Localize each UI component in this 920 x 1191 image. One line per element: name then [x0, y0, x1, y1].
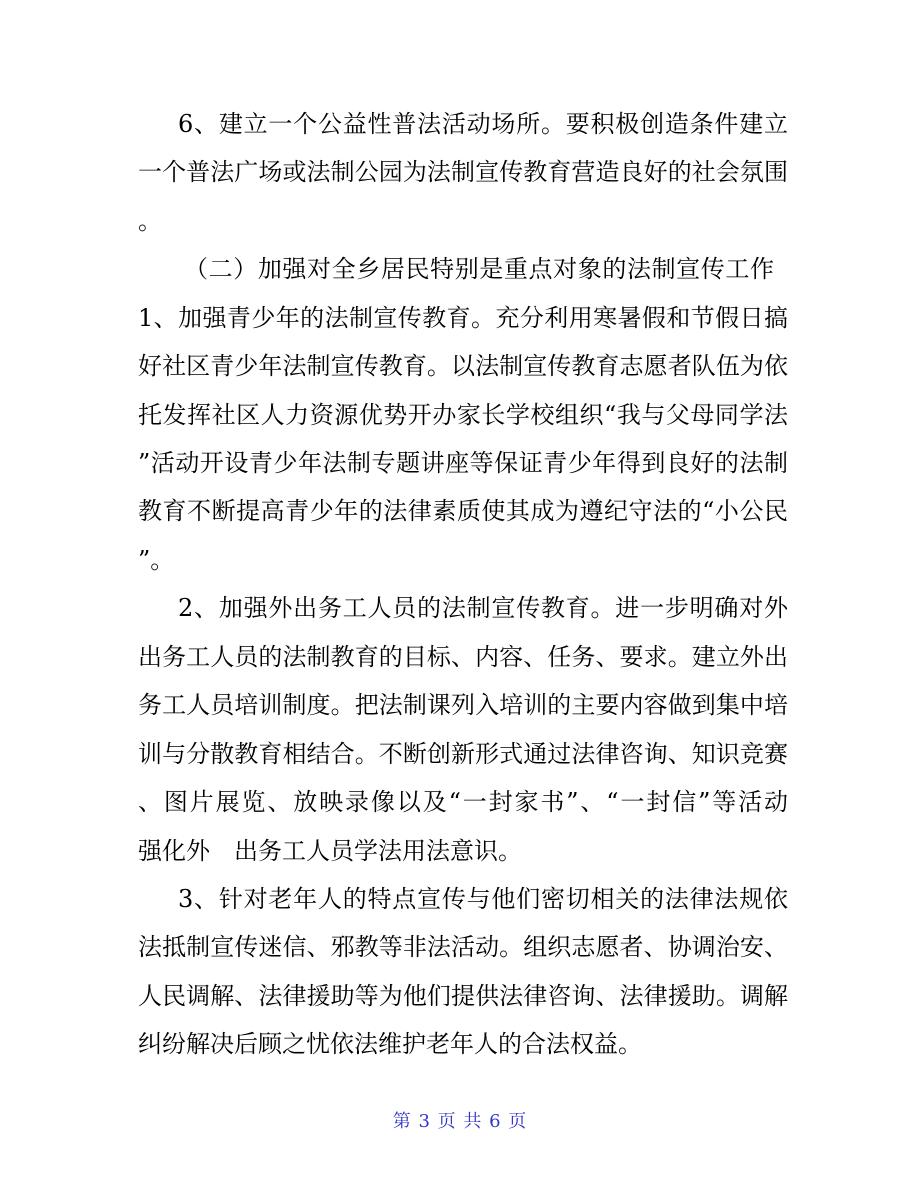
paragraph-1-line-5: 教育不断提高青少年的法律素质使其成为遵纪守法的“小公民 — [138, 497, 788, 525]
page-number-footer: 第 3 页 共 6 页 — [392, 1111, 528, 1132]
paragraph-6-line-2: 一个普法广场或法制公园为法制宣传教育营造良好的社会氛围 — [138, 158, 788, 186]
paragraph-1-line-1: 1、加强青少年的法制宣传教育。充分利用寒暑假和节假日搞 — [138, 304, 788, 332]
paragraph-2-line-1: 2、加强外出务工人员的法制宣传教育。进一步明确对外 — [178, 594, 788, 622]
paragraph-6-line-1: 6、建立一个公益性普法活动场所。要积极创造条件建立 — [178, 110, 788, 138]
paragraph-6-line-3: 。 — [138, 207, 162, 235]
paragraph-3-line-1: 3、针对老年人的特点宣传与他们密切相关的法律法规依 — [178, 885, 788, 913]
paragraph-2-line-4: 训与分散教育相结合。不断创新形式通过法律咨询、知识竞赛 — [138, 740, 788, 768]
paragraph-3-line-2: 法抵制宣传迷信、邪教等非法活动。组织志愿者、协调治安、 — [138, 933, 788, 961]
paragraph-1-line-4: ”活动开设青少年法制专题讲座等保证青少年得到良好的法制 — [138, 449, 788, 477]
section-heading-2: （二）加强对全乡居民特别是重点对象的法制宣传工作 — [184, 255, 774, 283]
paragraph-1-line-2: 好社区青少年法制宣传教育。以法制宣传教育志愿者队伍为依 — [138, 352, 788, 380]
paragraph-2-line-5: 、图片展览、放映录像以及“一封家书”、“一封信”等活动 — [138, 788, 788, 816]
paragraph-2-line-3: 务工人员培训制度。把法制课列入培训的主要内容做到集中培 — [138, 691, 788, 719]
paragraph-1-line-6: ”。 — [138, 546, 175, 574]
paragraph-2-line-2: 出务工人员的法制教育的目标、内容、任务、要求。建立外出 — [138, 643, 788, 671]
paragraph-3-line-3: 人民调解、法律援助等为他们提供法律咨询、法律援助。调解 — [138, 982, 788, 1010]
paragraph-3-line-4: 纠纷解决后顾之忧依法维护老年人的合法权益。 — [138, 1030, 642, 1058]
paragraph-2-line-6: 强化外 出务工人员学法用法意识。 — [138, 837, 522, 865]
paragraph-1-line-3: 托发挥社区人力资源优势开办家长学校组织“我与父母同学法 — [138, 401, 788, 429]
